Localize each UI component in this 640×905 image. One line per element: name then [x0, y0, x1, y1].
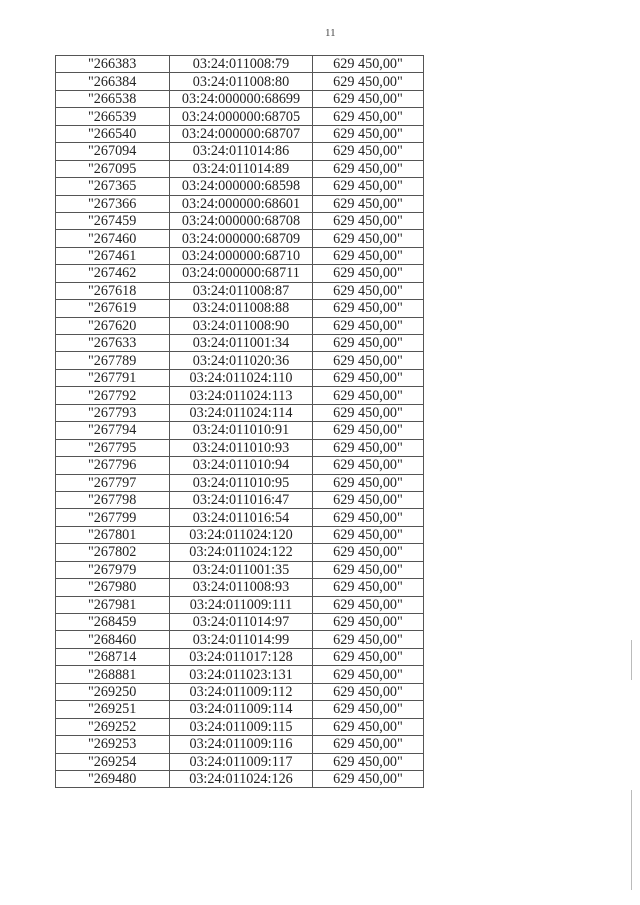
table-row [56, 265, 424, 282]
amount-cell: 629 450,00" [313, 108, 424, 125]
record-number-cell: "267789 [56, 352, 170, 369]
record-number-cell: "267633 [56, 335, 170, 352]
cadastral-number-cell: 03:24:011024:122 [170, 544, 313, 561]
record-number-cell: "266540 [56, 125, 170, 142]
page-number: 11 [325, 27, 336, 39]
amount-cell: 629 450,00" [313, 90, 424, 107]
cadastral-number-cell: 03:24:011008:87 [170, 282, 313, 299]
record-number-cell: "268459 [56, 614, 170, 631]
table-row [56, 125, 424, 142]
record-number-cell: "268714 [56, 648, 170, 665]
cadastral-number-cell: 03:24:011023:131 [170, 666, 313, 683]
record-number-cell: "267797 [56, 474, 170, 491]
table-row [56, 230, 424, 247]
amount-cell: 629 450,00" [313, 317, 424, 334]
cadastral-number-cell: 03:24:011016:47 [170, 491, 313, 508]
amount-cell: 629 450,00" [313, 335, 424, 352]
table-row [56, 596, 424, 613]
amount-cell: 629 450,00" [313, 282, 424, 299]
amount-cell: 629 450,00" [313, 457, 424, 474]
table-row [56, 683, 424, 700]
cadastral-number-cell: 03:24:011009:115 [170, 718, 313, 735]
amount-cell: 629 450,00" [313, 526, 424, 543]
record-number-cell: "266384 [56, 73, 170, 90]
cadastral-number-cell: 03:24:011009:114 [170, 701, 313, 718]
amount-cell: 629 450,00" [313, 230, 424, 247]
cadastral-number-cell: 03:24:011024:110 [170, 369, 313, 386]
table-row [56, 614, 424, 631]
table-row [56, 404, 424, 421]
scan-edge-mark [631, 640, 632, 680]
cadastral-number-cell: 03:24:011024:120 [170, 526, 313, 543]
amount-cell: 629 450,00" [313, 491, 424, 508]
table-row [56, 369, 424, 386]
table-row [56, 561, 424, 578]
cadastral-number-cell: 03:24:000000:68705 [170, 108, 313, 125]
amount-cell: 629 450,00" [313, 212, 424, 229]
amount-cell: 629 450,00" [313, 125, 424, 142]
cadastral-number-cell: 03:24:011008:80 [170, 73, 313, 90]
record-number-cell: "267793 [56, 404, 170, 421]
cadastral-number-cell: 03:24:011008:88 [170, 300, 313, 317]
record-number-cell: "267981 [56, 596, 170, 613]
amount-cell: 629 450,00" [313, 143, 424, 160]
table-row [56, 579, 424, 596]
table-row [56, 212, 424, 229]
table-row [56, 631, 424, 648]
record-number-cell: "267094 [56, 143, 170, 160]
cadastral-number-cell: 03:24:011014:99 [170, 631, 313, 648]
cadastral-number-cell: 03:24:011024:113 [170, 387, 313, 404]
table-row [56, 352, 424, 369]
table-row [56, 770, 424, 787]
amount-cell: 629 450,00" [313, 73, 424, 90]
record-number-cell: "267462 [56, 265, 170, 282]
amount-cell: 629 450,00" [313, 648, 424, 665]
table-row [56, 526, 424, 543]
cadastral-number-cell: 03:24:000000:68709 [170, 230, 313, 247]
cadastral-number-cell: 03:24:000000:68601 [170, 195, 313, 212]
cadastral-number-cell: 03:24:011001:34 [170, 335, 313, 352]
cadastral-number-cell: 03:24:000000:68711 [170, 265, 313, 282]
record-number-cell: "267799 [56, 509, 170, 526]
table-row [56, 178, 424, 195]
record-number-cell: "267796 [56, 457, 170, 474]
cadastral-number-cell: 03:24:011008:93 [170, 579, 313, 596]
amount-cell: 629 450,00" [313, 404, 424, 421]
amount-cell: 629 450,00" [313, 509, 424, 526]
amount-cell: 629 450,00" [313, 736, 424, 753]
record-number-cell: "267618 [56, 282, 170, 299]
cadastral-number-cell: 03:24:011024:114 [170, 404, 313, 421]
amount-cell: 629 450,00" [313, 422, 424, 439]
amount-cell: 629 450,00" [313, 770, 424, 787]
table-body [56, 56, 424, 788]
record-number-cell: "267095 [56, 160, 170, 177]
cadastral-number-cell: 03:24:000000:68707 [170, 125, 313, 142]
table-row [56, 282, 424, 299]
table-row [56, 457, 424, 474]
amount-cell: 629 450,00" [313, 666, 424, 683]
cadastral-number-cell: 03:24:011001:35 [170, 561, 313, 578]
table-row [56, 736, 424, 753]
table-row [56, 648, 424, 665]
cadastral-number-cell: 03:24:011009:112 [170, 683, 313, 700]
amount-cell: 629 450,00" [313, 369, 424, 386]
cadastral-number-cell: 03:24:000000:68708 [170, 212, 313, 229]
record-number-cell: "267459 [56, 212, 170, 229]
table-row [56, 666, 424, 683]
record-number-cell: "269253 [56, 736, 170, 753]
amount-cell: 629 450,00" [313, 683, 424, 700]
amount-cell: 629 450,00" [313, 247, 424, 264]
record-number-cell: "267619 [56, 300, 170, 317]
cadastral-number-cell: 03:24:011010:93 [170, 439, 313, 456]
cadastral-number-cell: 03:24:000000:68598 [170, 178, 313, 195]
amount-cell: 629 450,00" [313, 160, 424, 177]
cadastral-number-cell: 03:24:011010:94 [170, 457, 313, 474]
amount-cell: 629 450,00" [313, 439, 424, 456]
amount-cell: 629 450,00" [313, 474, 424, 491]
amount-cell: 629 450,00" [313, 596, 424, 613]
cadastral-table [55, 55, 424, 788]
cadastral-number-cell: 03:24:011008:90 [170, 317, 313, 334]
table-row [56, 195, 424, 212]
amount-cell: 629 450,00" [313, 561, 424, 578]
cadastral-number-cell: 03:24:011014:97 [170, 614, 313, 631]
table-row [56, 335, 424, 352]
table-row [56, 73, 424, 90]
record-number-cell: "267795 [56, 439, 170, 456]
record-number-cell: "269254 [56, 753, 170, 770]
record-number-cell: "267794 [56, 422, 170, 439]
table-row [56, 422, 424, 439]
cadastral-number-cell: 03:24:011020:36 [170, 352, 313, 369]
amount-cell: 629 450,00" [313, 56, 424, 73]
record-number-cell: "267798 [56, 491, 170, 508]
cadastral-number-cell: 03:24:000000:68710 [170, 247, 313, 264]
record-number-cell: "267461 [56, 247, 170, 264]
amount-cell: 629 450,00" [313, 544, 424, 561]
cadastral-number-cell: 03:24:011008:79 [170, 56, 313, 73]
record-number-cell: "266538 [56, 90, 170, 107]
record-number-cell: "267980 [56, 579, 170, 596]
amount-cell: 629 450,00" [313, 753, 424, 770]
amount-cell: 629 450,00" [313, 195, 424, 212]
table-row [56, 509, 424, 526]
record-number-cell: "268881 [56, 666, 170, 683]
cadastral-number-cell: 03:24:011014:86 [170, 143, 313, 160]
table-row [56, 247, 424, 264]
amount-cell: 629 450,00" [313, 352, 424, 369]
table-row [56, 317, 424, 334]
table-row [56, 387, 424, 404]
cadastral-number-cell: 03:24:011017:128 [170, 648, 313, 665]
cadastral-number-cell: 03:24:011014:89 [170, 160, 313, 177]
table-row [56, 544, 424, 561]
record-number-cell: "269251 [56, 701, 170, 718]
amount-cell: 629 450,00" [313, 614, 424, 631]
table-row [56, 300, 424, 317]
table-row [56, 143, 424, 160]
table-row [56, 718, 424, 735]
cadastral-number-cell: 03:24:011010:91 [170, 422, 313, 439]
record-number-cell: "267365 [56, 178, 170, 195]
cadastral-number-cell: 03:24:011010:95 [170, 474, 313, 491]
cadastral-number-cell: 03:24:011024:126 [170, 770, 313, 787]
cadastral-number-cell: 03:24:000000:68699 [170, 90, 313, 107]
record-number-cell: "267801 [56, 526, 170, 543]
amount-cell: 629 450,00" [313, 178, 424, 195]
cadastral-number-cell: 03:24:011009:111 [170, 596, 313, 613]
amount-cell: 629 450,00" [313, 631, 424, 648]
record-number-cell: "267792 [56, 387, 170, 404]
table-row [56, 753, 424, 770]
cadastral-number-cell: 03:24:011016:54 [170, 509, 313, 526]
record-number-cell: "267791 [56, 369, 170, 386]
record-number-cell: "269252 [56, 718, 170, 735]
record-number-cell: "267366 [56, 195, 170, 212]
table-row [56, 90, 424, 107]
amount-cell: 629 450,00" [313, 300, 424, 317]
record-number-cell: "267620 [56, 317, 170, 334]
table-row [56, 160, 424, 177]
table-row [56, 701, 424, 718]
record-number-cell: "268460 [56, 631, 170, 648]
record-number-cell: "267460 [56, 230, 170, 247]
amount-cell: 629 450,00" [313, 387, 424, 404]
table-row [56, 56, 424, 73]
table-row [56, 491, 424, 508]
cadastral-number-cell: 03:24:011009:117 [170, 753, 313, 770]
table-row [56, 474, 424, 491]
record-number-cell: "269480 [56, 770, 170, 787]
record-number-cell: "266539 [56, 108, 170, 125]
amount-cell: 629 450,00" [313, 701, 424, 718]
record-number-cell: "267802 [56, 544, 170, 561]
scan-edge-mark [631, 790, 632, 890]
record-number-cell: "267979 [56, 561, 170, 578]
cadastral-number-cell: 03:24:011009:116 [170, 736, 313, 753]
table-row [56, 439, 424, 456]
record-number-cell: "269250 [56, 683, 170, 700]
amount-cell: 629 450,00" [313, 579, 424, 596]
amount-cell: 629 450,00" [313, 718, 424, 735]
table-row [56, 108, 424, 125]
amount-cell: 629 450,00" [313, 265, 424, 282]
record-number-cell: "266383 [56, 56, 170, 73]
